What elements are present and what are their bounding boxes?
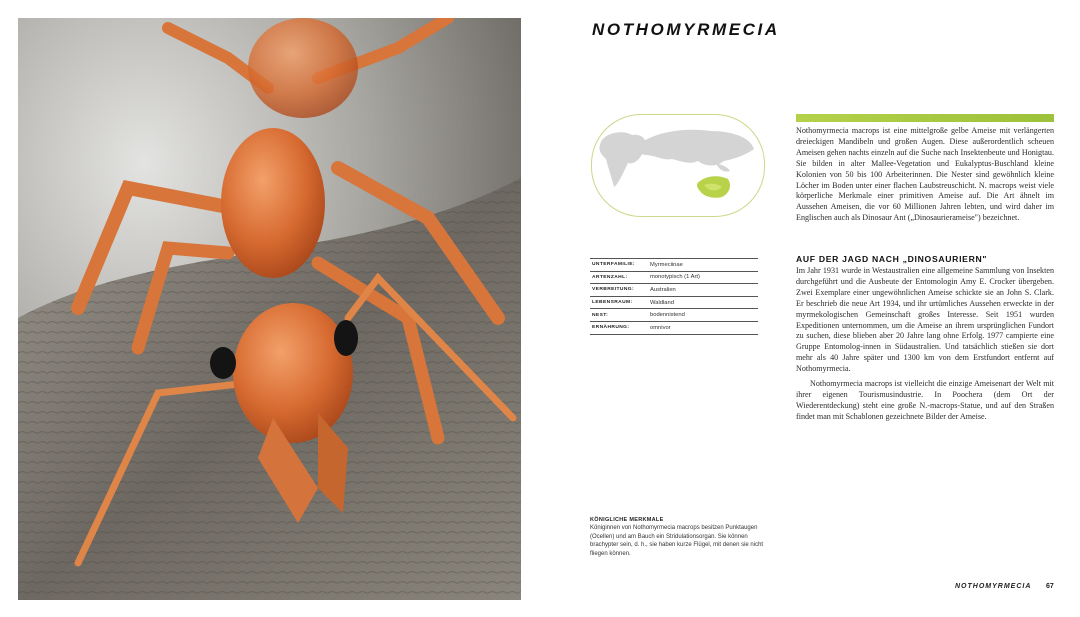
section-heading: AUF DER JAGD NACH „DINOSAURIERN" xyxy=(796,254,988,264)
fact-value: monotypisch (1 Art) xyxy=(648,271,758,284)
fact-key: NEST: xyxy=(590,309,648,322)
fact-key: ERNÄHRUNG: xyxy=(590,321,648,334)
accent-bar xyxy=(796,114,1054,122)
world-map-graphic xyxy=(592,115,764,216)
fact-value: Australien xyxy=(648,284,758,297)
table-row xyxy=(590,271,758,284)
distribution-map xyxy=(591,114,765,217)
fact-key: VERBREITUNG: xyxy=(590,284,648,297)
ant-photo xyxy=(18,18,521,600)
fact-value: bodennistend xyxy=(648,309,758,322)
table-row xyxy=(590,309,758,322)
photo-caption xyxy=(590,516,770,558)
intro-paragraph: Nothomyrmecia macrops ist eine mittelgroße gelbe Ameise mit verlängerten dreieckigen Mandibeln und großen Augen. Diese außerordentlich scheuen Ameisen gehen nachts einzeln auf die Suche nach Insektenbeute und Honigtau. Sie bilden in alter Mallee-Vegetation und Eukalyptus-Buschland kleine Kolonien von 50 bis 100 Arbeiterinnen. Die Nester sind gewöhnlich kleine Löcher im Boden unter einer flachen Laubstreuschicht. N. macrops weist viele körperliche Merkmale einer primitiven Ameise auf. Die Art ähnelt im Aussehen Ameisen, die vor 60 Millionen Jahren lebten, und wird daher im Englischen auch als Dinosaur Ant („Dinosaurierameise") bezeichnet. xyxy=(796,126,1054,223)
table-row xyxy=(590,321,758,334)
caption-title: KÖNIGLICHE MERKMALE xyxy=(590,517,664,523)
ant-photo-illustration xyxy=(18,18,521,600)
footer-running-title: NOTHOMYRMECIA xyxy=(955,583,1032,590)
fact-value: Waldland xyxy=(648,296,758,309)
section-paragraph-1: Im Jahr 1931 wurde in Westaustralien eine allgemeine Sammlung von Insekten durchgeführt und die Ausbeute der Entomologin Amy E. Crocker übergeben. Zwei Exemplare einer ungewöhnlichen Ameise schickte sie an John S. Clark. Er beschrieb die neue Art 1934, und ihr urtümliches Aussehen erweckte in der myrmekologischen Gemeinschaft großes Interesse. Seit 1951 wurden Expeditionen unternommen, um die Ameise an ihrem ursprünglichen Fundort zu suchen, diese blieben aber 20 Jahre lang ohne Erfolg. 1977 campierte eine Gruppe Entomolog-innen in Südaustralien. Und tatsächlich stießen sie dort mehr als 40 Jahre später und 1300 km von dem Erstfundort entfernt auf Nothomyrmecia. xyxy=(796,266,1054,374)
section-paragraph-2: Nothomyrmecia macrops ist vielleicht die einzige Ameisenart der Welt mit ihrer eigenen Tourismusindustrie. In Poochera (dem Ort der Wiederentdeckung) steht eine große N.-macrops-Statue, und auf den Straßen findet man mit Schablonen gezeichnete Bilder der Ameise. xyxy=(796,379,1054,421)
page-number: 67 xyxy=(1046,583,1054,590)
table-row xyxy=(590,284,758,297)
table-row xyxy=(590,259,758,272)
page-title: NOTHOMYRMECIA xyxy=(592,20,780,39)
fact-key: UNTERFAMILIE: xyxy=(590,259,648,272)
fact-value: omnivor xyxy=(648,321,758,334)
fact-value: Myrmeciinae xyxy=(648,259,758,272)
fact-key: ARTENZAHL: xyxy=(590,271,648,284)
table-row xyxy=(590,296,758,309)
facts-table xyxy=(590,258,758,335)
caption-text: Königinnen von Nothomyrmecia macrops besitzen Punktaugen (Ocellen) und am Bauch ein Stridulationsorgan. Sie können brachypter sein, d. h., sie haben kurze Flügel, mit denen sie nicht fliegen können. xyxy=(590,525,764,557)
fact-key: LEBENSRAUM: xyxy=(590,296,648,309)
